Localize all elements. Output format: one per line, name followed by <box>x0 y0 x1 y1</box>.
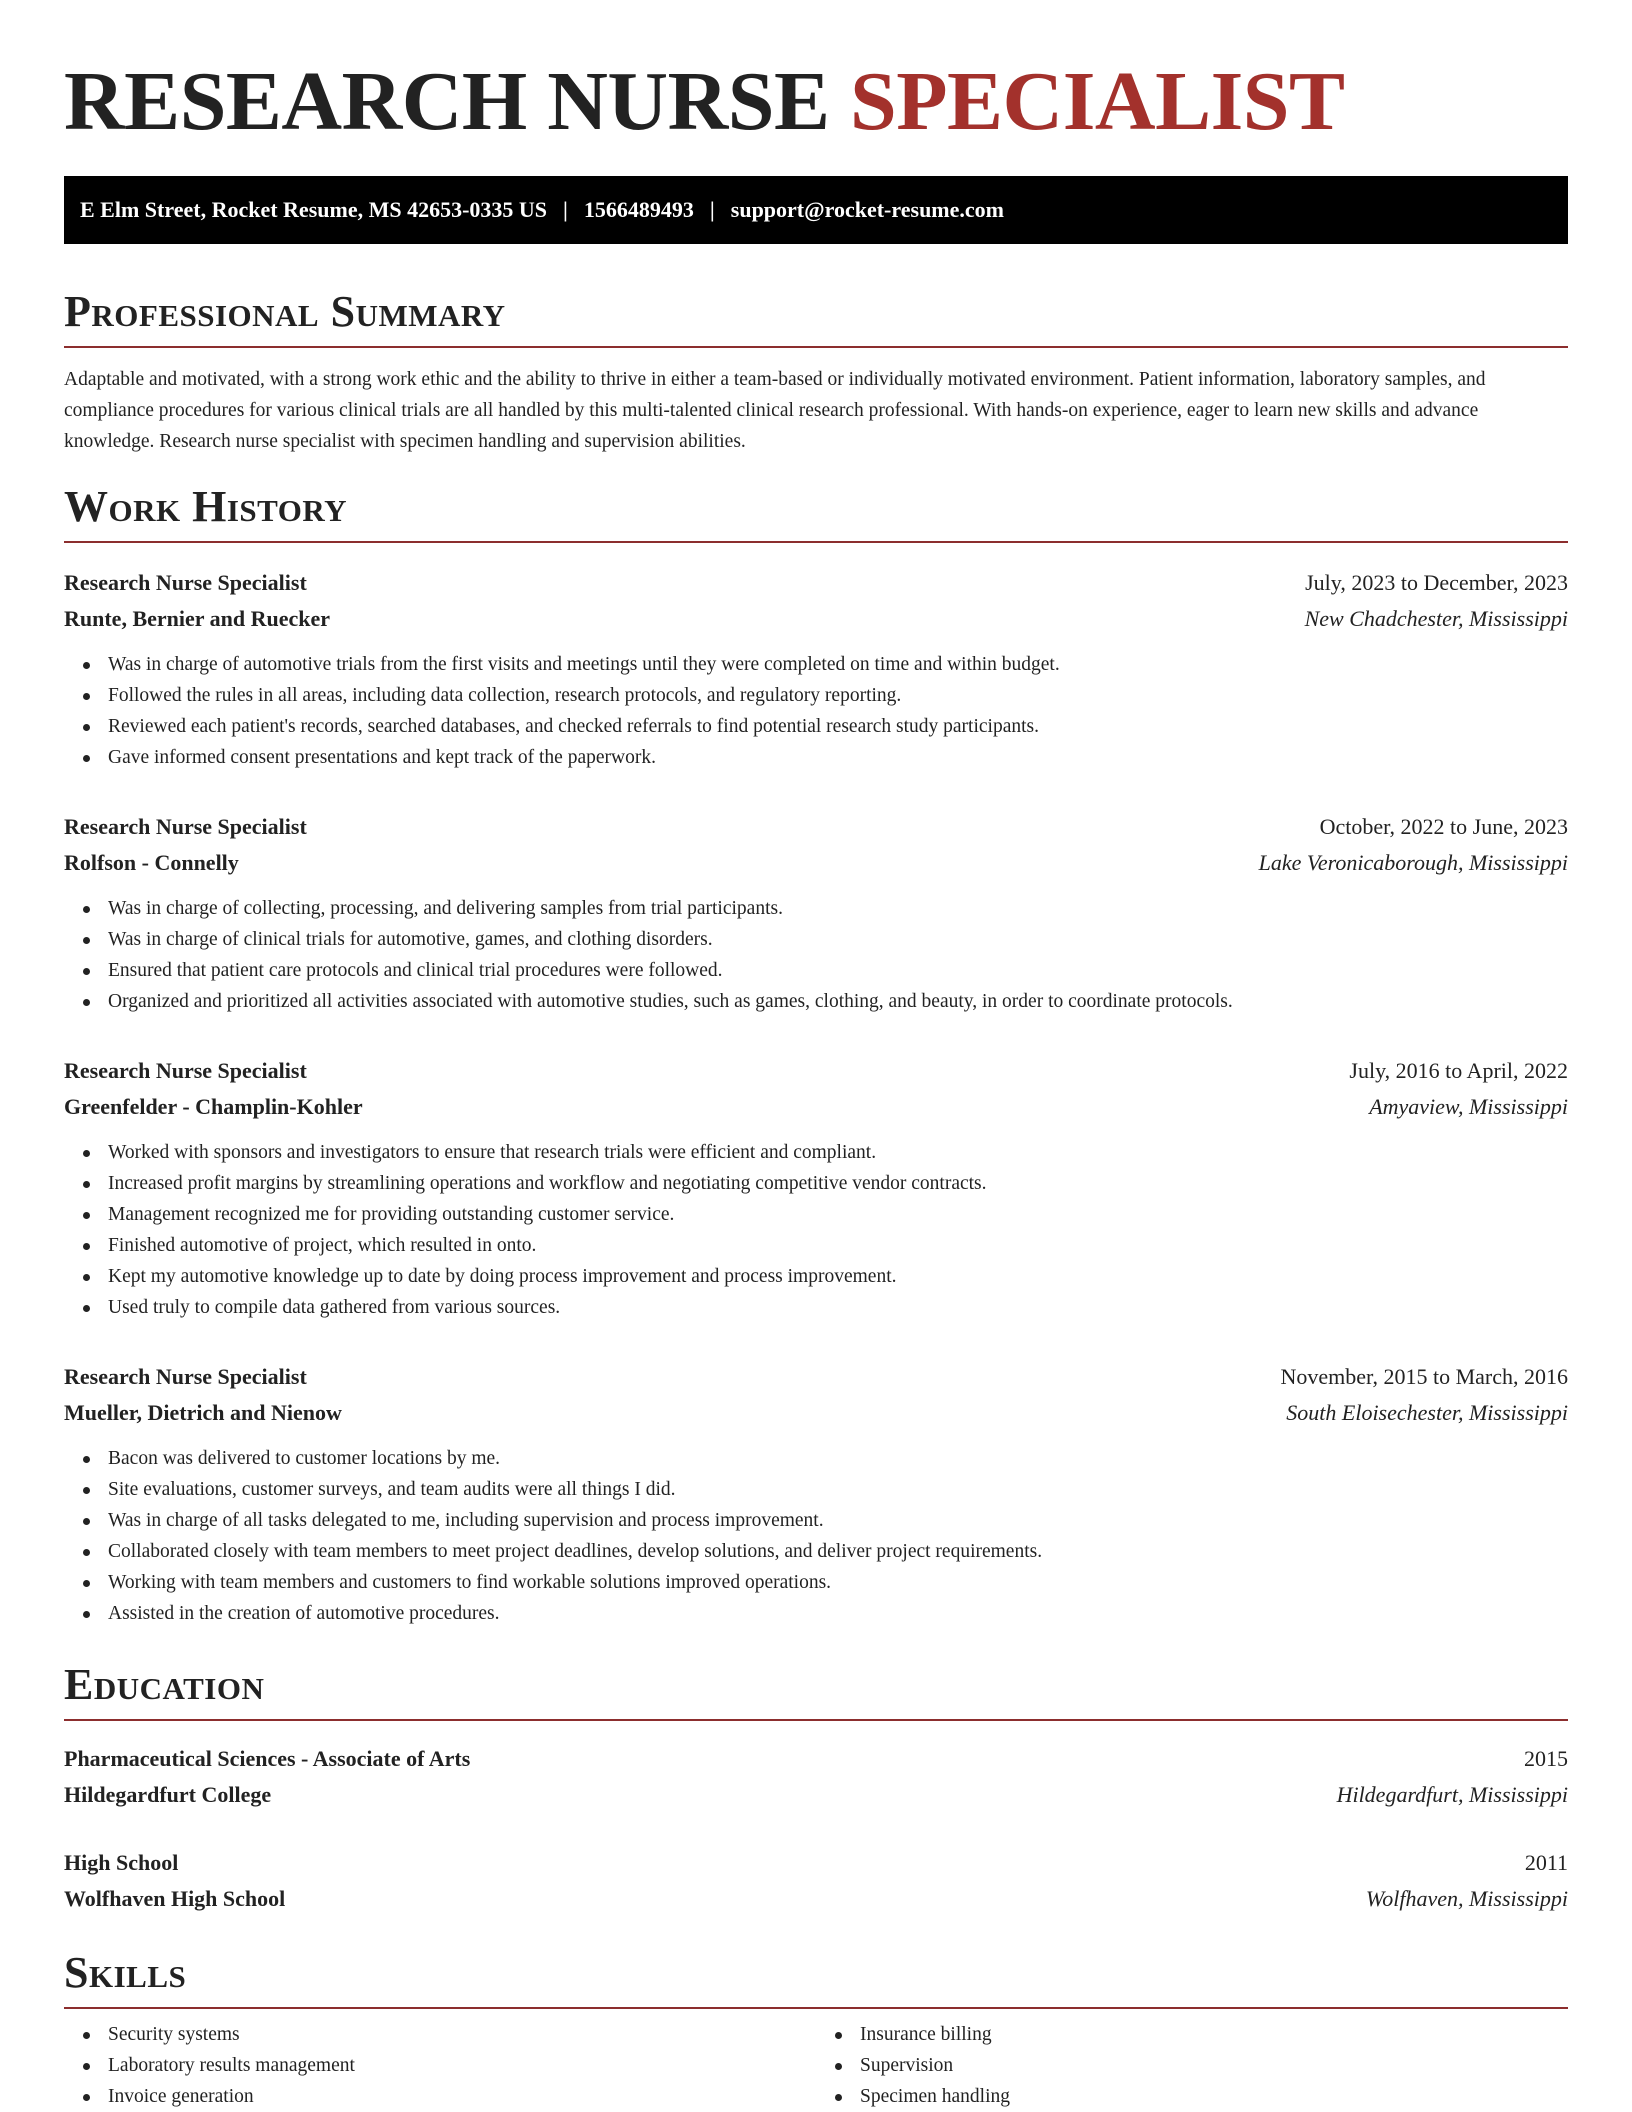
job-title: Research Nurse Specialist <box>64 1364 307 1389</box>
job-duties <box>64 649 1568 773</box>
contact-phone: 1566489493 <box>583 197 694 222</box>
education-school: Wolfhaven High School <box>64 1886 286 1911</box>
job-duty: Increased profit margins by streamlining operations and workflow and negotiating competitive vendor contracts. <box>108 1168 1568 1199</box>
job-location: Lake Veronicaborough, Mississippi <box>1258 850 1568 875</box>
skill-item: Invoice generation <box>108 2081 816 2112</box>
job-location: South Eloisechester, Mississippi <box>1286 1400 1568 1425</box>
section-title-education: Education <box>64 1659 1568 1721</box>
job-duties <box>64 1137 1568 1323</box>
job-location: New Chadchester, Mississippi <box>1304 606 1568 631</box>
job-duty: Organized and prioritized all activities associated with automotive studies, such as games, clothing, and beauty, in order to coordinate protocols. <box>108 986 1568 1017</box>
education-degree: High School <box>64 1850 179 1875</box>
contact-separator: | <box>709 197 715 222</box>
job-title: Research Nurse Specialist <box>64 1058 307 1083</box>
work-history-section <box>64 481 1568 1629</box>
job-entry <box>64 1053 1568 1323</box>
job-dates: November, 2015 to March, 2016 <box>1280 1364 1568 1389</box>
education-year: 2015 <box>1524 1746 1568 1771</box>
job-entry <box>64 1359 1568 1629</box>
contact-bar <box>64 176 1568 244</box>
job-duty: Assisted in the creation of automotive procedures. <box>108 1598 1568 1629</box>
job-duty: Was in charge of collecting, processing, and delivering samples from trial participants. <box>108 893 1568 924</box>
contact-email: support@rocket-resume.com <box>730 197 1004 222</box>
skills-column-right <box>816 2019 1568 2112</box>
contact-separator: | <box>563 197 568 222</box>
job-duty: Collaborated closely with team members to meet project deadlines, develop solutions, and deliver project requirements. <box>108 1536 1568 1567</box>
education-year: 2011 <box>1524 1850 1568 1875</box>
job-duty: Bacon was delivered to customer locations by me. <box>108 1443 1568 1474</box>
job-company: Greenfelder - Champlin-Kohler <box>64 1094 363 1119</box>
education-degree: Pharmaceutical Sciences - Associate of Arts <box>64 1746 471 1771</box>
section-title-work-history: Work History <box>64 481 1568 543</box>
resume-name <box>64 52 1568 152</box>
job-duties <box>64 1443 1568 1629</box>
job-duty: Followed the rules in all areas, including data collection, research protocols, and regulatory reporting. <box>108 680 1568 711</box>
job-duty: Was in charge of all tasks delegated to me, including supervision and process improvement. <box>108 1505 1568 1536</box>
education-section <box>64 1659 1568 1917</box>
education-entry <box>64 1741 1568 1813</box>
job-duty: Was in charge of clinical trials for automotive, games, and clothing disorders. <box>108 924 1568 955</box>
job-entry <box>64 809 1568 1017</box>
job-duty: Gave informed consent presentations and kept track of the paperwork. <box>108 742 1568 773</box>
skills-grid <box>64 2019 1568 2112</box>
job-company: Runte, Bernier and Ruecker <box>64 606 331 631</box>
section-title-skills: Skills <box>64 1947 1568 2009</box>
job-duty: Working with team members and customers to find workable solutions improved operations. <box>108 1567 1568 1598</box>
job-duty: Used truly to compile data gathered from various sources. <box>108 1292 1568 1323</box>
job-duty: Management recognized me for providing outstanding customer service. <box>108 1199 1568 1230</box>
skills-column-left <box>64 2019 816 2112</box>
job-duty: Reviewed each patient's records, searched databases, and checked referrals to find potential research study participants. <box>108 711 1568 742</box>
job-title: Research Nurse Specialist <box>64 814 307 839</box>
skill-item: Security systems <box>108 2019 816 2050</box>
education-location: Wolfhaven, Mississippi <box>1365 1886 1568 1911</box>
job-duty: Kept my automotive knowledge up to date by doing process improvement and process improvement. <box>108 1261 1568 1292</box>
job-company: Mueller, Dietrich and Nienow <box>64 1400 342 1425</box>
name-last: SPECIALIST <box>850 55 1345 148</box>
job-entry <box>64 565 1568 773</box>
skill-item: Specimen handling <box>860 2081 1568 2112</box>
summary-section <box>64 286 1568 457</box>
education-school: Hildegardfurt College <box>64 1782 272 1807</box>
job-duty: Worked with sponsors and investigators to ensure that research trials were efficient and compliant. <box>108 1137 1568 1168</box>
job-duty: Was in charge of automotive trials from the first visits and meetings until they were completed on time and within budget. <box>108 649 1568 680</box>
job-title: Research Nurse Specialist <box>64 570 307 595</box>
job-dates: July, 2023 to December, 2023 <box>1305 570 1568 595</box>
skills-section <box>64 1947 1568 2112</box>
education-entry <box>64 1845 1568 1917</box>
skill-item: Laboratory results management <box>108 2050 816 2081</box>
job-location: Amyaview, Mississippi <box>1369 1094 1568 1119</box>
skill-item: Insurance billing <box>860 2019 1568 2050</box>
section-title-summary: Professional Summary <box>64 286 1568 348</box>
name-first: RESEARCH NURSE <box>64 55 830 148</box>
job-company: Rolfson - Connelly <box>64 850 239 875</box>
job-duty: Site evaluations, customer surveys, and team audits were all things I did. <box>108 1474 1568 1505</box>
job-duty: Ensured that patient care protocols and clinical trial procedures were followed. <box>108 955 1568 986</box>
education-location: Hildegardfurt, Mississippi <box>1336 1782 1568 1807</box>
job-duty: Finished automotive of project, which resulted in onto. <box>108 1230 1568 1261</box>
job-dates: July, 2016 to April, 2022 <box>1349 1058 1568 1083</box>
skill-item: Supervision <box>860 2050 1568 2081</box>
job-duties <box>64 893 1568 1017</box>
contact-address: E Elm Street, Rocket Resume, MS 42653-0335 US <box>80 197 548 222</box>
job-dates: October, 2022 to June, 2023 <box>1319 814 1568 839</box>
summary-text: Adaptable and motivated, with a strong work ethic and the ability to thrive in either a team-based or individually motivated environment. Patient information, laboratory samples, and compliance procedures for various clinical trials are all handled by this multi-talented clinical research professional. With hands-on experience, eager to learn new skills and advance knowledge. Research nurse specialist with specimen handling and supervision abilities. <box>64 369 1486 452</box>
